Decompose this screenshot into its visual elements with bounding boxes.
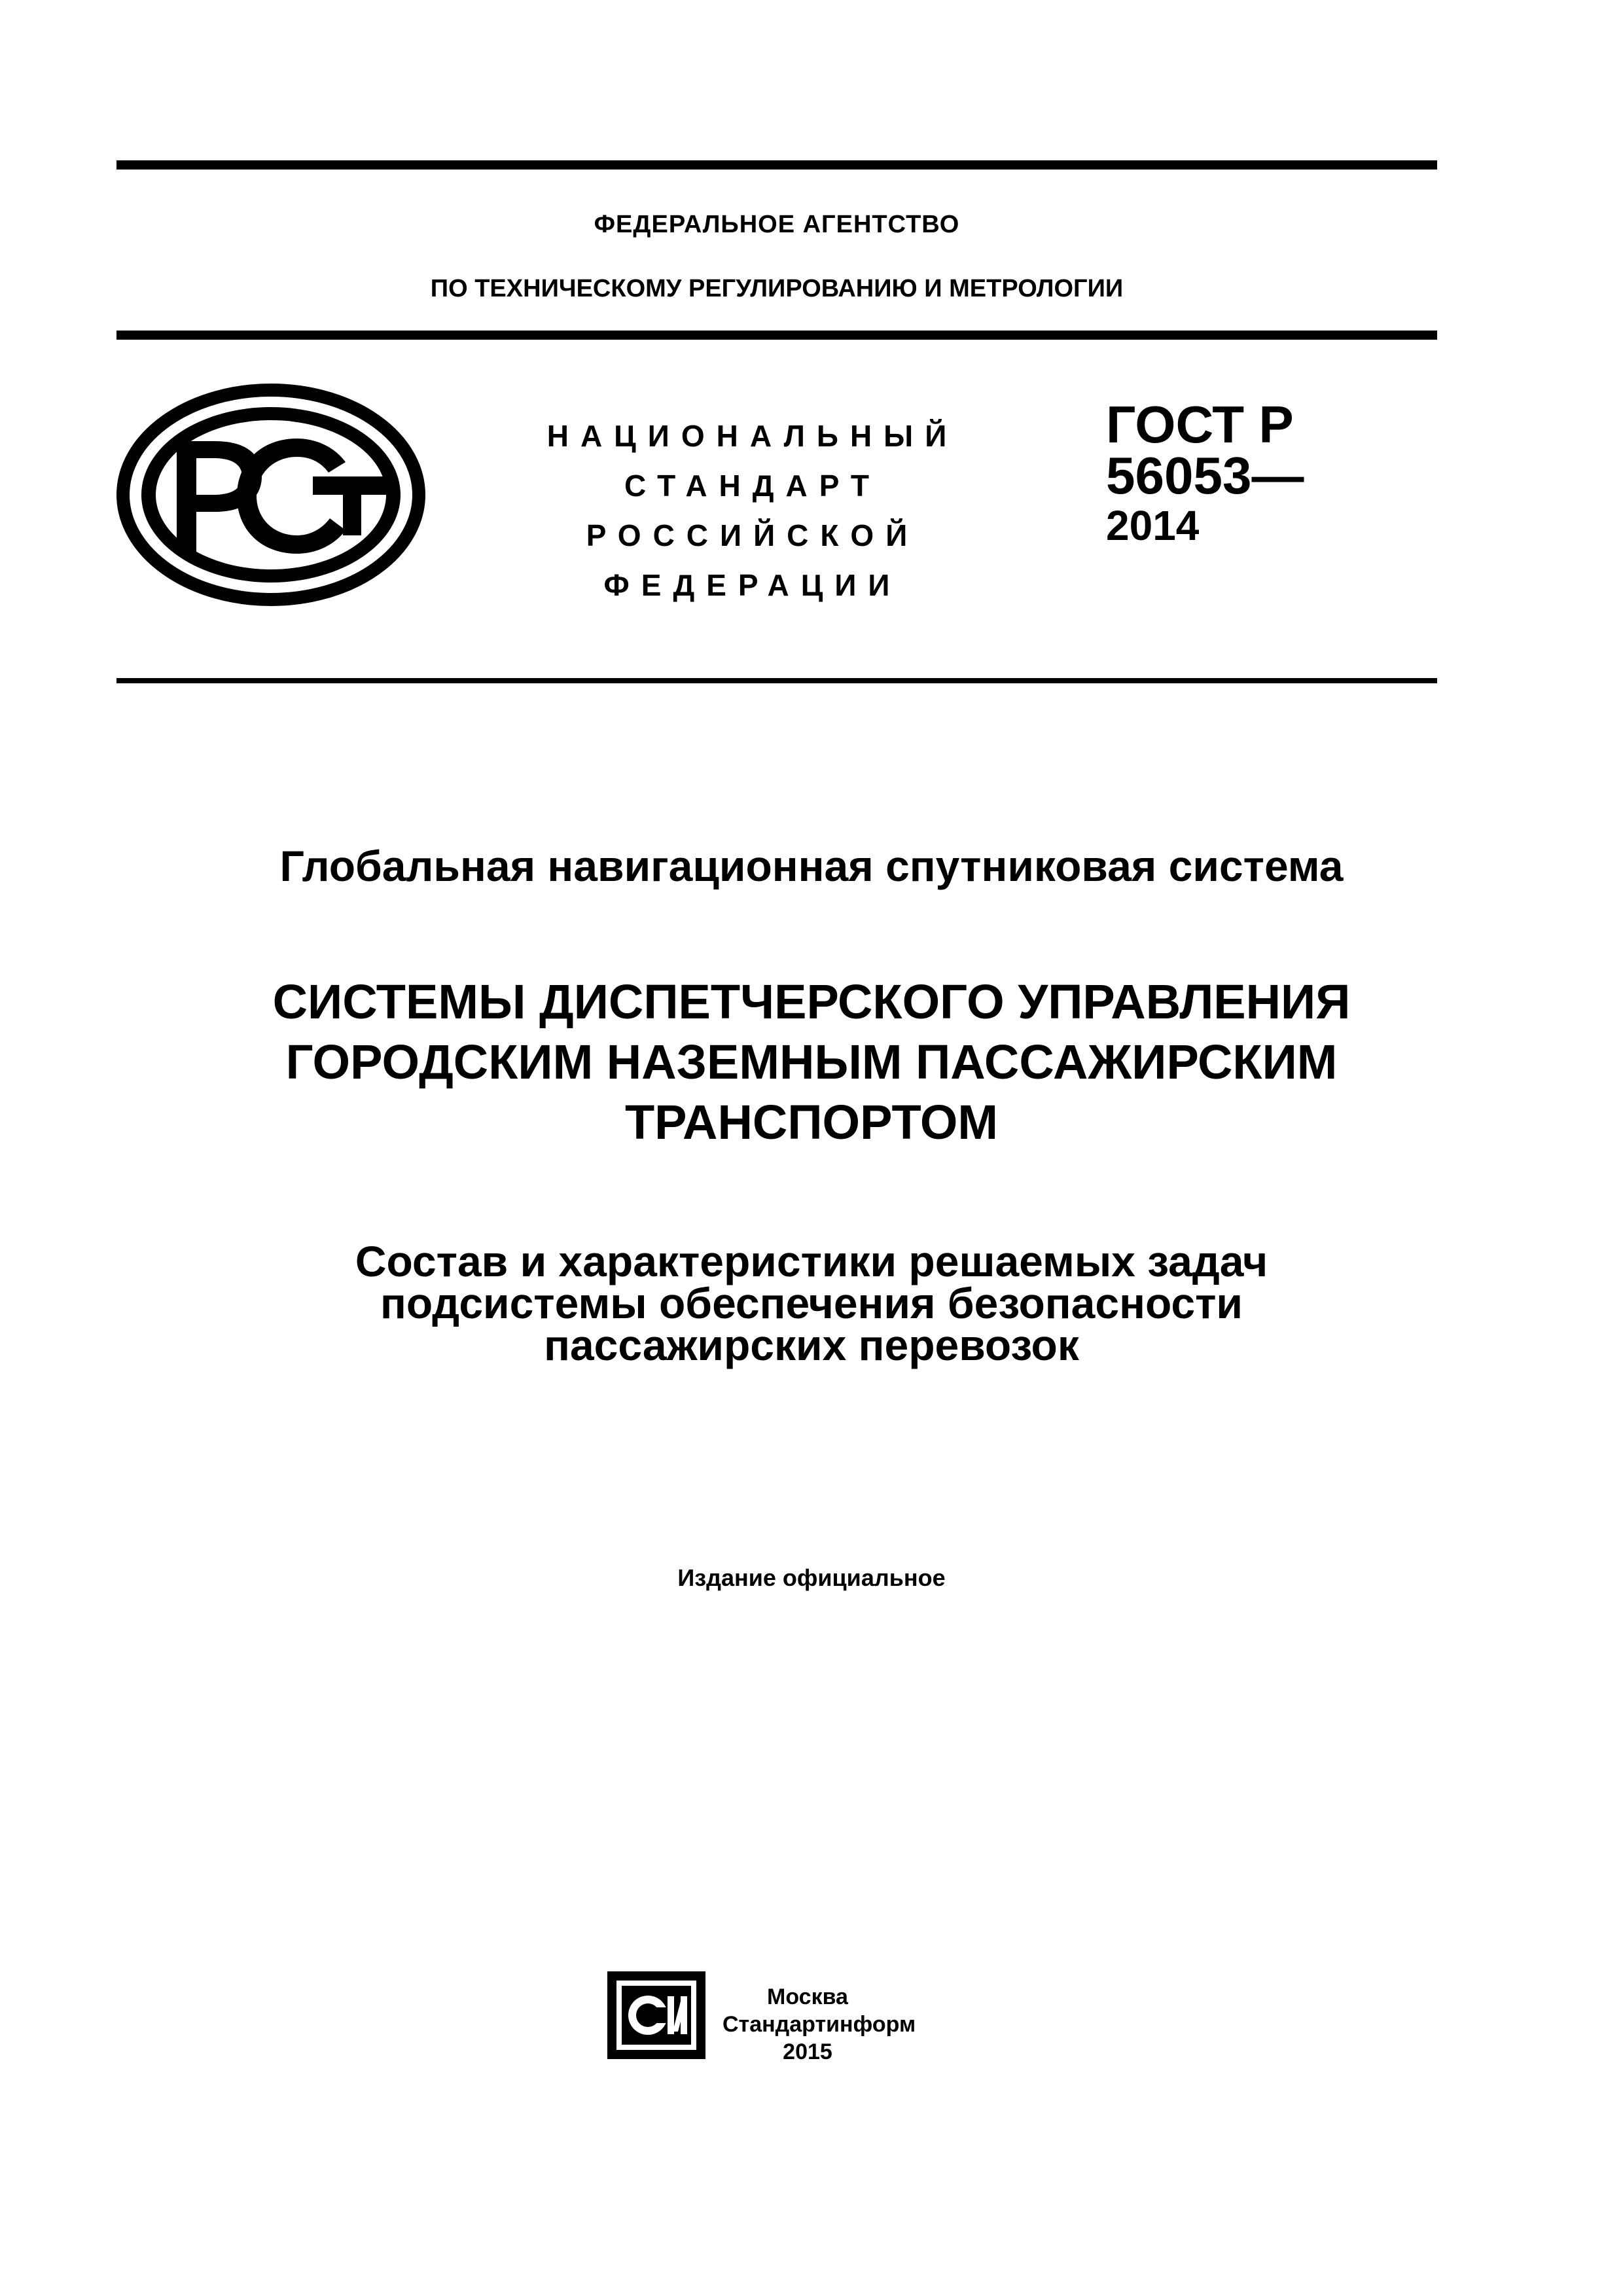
standard-type-line-4: ФЕДЕРАЦИИ	[603, 568, 902, 602]
intro-title: Глобальная навигационная спутниковая система	[279, 842, 1344, 890]
designation-prefix: ГОСТ Р	[1106, 395, 1294, 454]
main-title-line-2: ГОРОДСКИМ НАЗЕМНЫМ ПАССАЖИРСКИМ	[285, 1035, 1338, 1089]
standard-type-line-3: РОССИЙСКОЙ	[586, 518, 919, 552]
publisher-info	[722, 1983, 916, 2066]
main-title-line-3: ТРАНСПОРТОМ	[624, 1095, 999, 1149]
sub-title-line-2: подсистемы обеспечения безопасности	[380, 1279, 1243, 1327]
main-title	[79, 972, 1544, 1153]
designation-number: 56053—	[1106, 446, 1304, 505]
sub-title-line-3: пассажирских перевозок	[544, 1321, 1079, 1369]
top-rule	[116, 160, 1437, 170]
publisher-name: Стандартинформ	[722, 2012, 916, 2037]
standard-type-line-1: НАЦИОНАЛЬНЫЙ	[546, 419, 959, 453]
publisher-city: Москва	[767, 1984, 848, 2009]
emblem-text: РСТ	[116, 378, 118, 379]
designation-year: 2014	[1106, 502, 1200, 549]
publisher-year: 2015	[783, 2039, 832, 2064]
rst-certification-mark-icon	[116, 378, 431, 614]
agency-name-line-1: ФЕДЕРАЛЬНОЕ АГЕНТСТВО	[594, 211, 960, 238]
title-block-rule	[116, 678, 1437, 683]
standartinform-logo-icon	[607, 1971, 705, 2059]
standard-type-line-2: СТАНДАРТ	[624, 469, 881, 503]
sub-title	[79, 1237, 1544, 1369]
header-bottom-rule	[116, 331, 1437, 340]
standard-designation	[1106, 395, 1304, 550]
agency-name-line-2: ПО ТЕХНИЧЕСКОМУ РЕГУЛИРОВАНИЮ И МЕТРОЛОГИИ	[430, 275, 1124, 302]
standard-type-block	[517, 411, 988, 610]
main-title-line-1: СИСТЕМЫ ДИСПЕТЧЕРСКОГО УПРАВЛЕНИЯ	[272, 975, 1351, 1029]
edition-label: Издание официальное	[677, 1564, 946, 1591]
sub-title-line-1: Состав и характеристики решаемых задач	[355, 1237, 1268, 1285]
